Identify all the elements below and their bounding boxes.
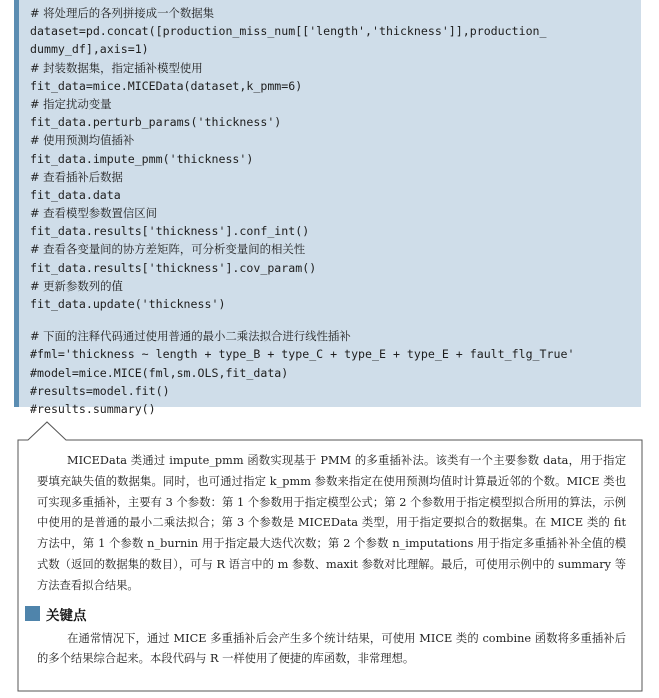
code-line: #results.summary()	[30, 401, 156, 416]
key-point-paragraph	[37, 629, 626, 671]
code-comment-line: # 下面的注释代码通过使用普通的最小二乘法拟合进行线性插补	[30, 329, 351, 344]
code-comment-line: # 指定扰动变量	[30, 96, 112, 111]
code-line: dummy_df],axis=1)	[30, 42, 149, 57]
key-point-text: 在通常情况下，通过 MICE 多重插补后会产生多个统计结果，可使用 MICE 类的 combine 函数将多重插补后的多个结果综合起来。本段代码与 R 一样使用了便捷的库函数，非常理想。	[37, 631, 626, 666]
explanation-text: MICEData 类通过 impute_pmm 函数实现基于 PMM 的多重插补法。该类有一个主要参数 data，用于指定要填充缺失值的数据集。同时，也可通过指定 k_pmm 参数来指定在使用预测均值时计算最近邻的个数。MICE 类也可实现多重插补，主要有 3 个参数：第 1 个参数用于指定模型公式；第 2 个参数用于指定模型拟合所用的算法，示例中使用的是普通的最小二乘法拟合；第 3 个参数是 MICEData 类型，用于指定要拟合的数据集。在 MICE 类的 fit 方法中，第 1 个参数 n_burnin 用于指定最大迭代次数；第 2 个参数 n_imputations 用于指定多重插补补全值的模式数（返回的数据集的数目），可与 R 语言中的 m 参数、maxit 参数对比理解。最后，可使用示例中的 summary 等方法查看拟合结果。	[37, 454, 626, 592]
code-comment-line: # 查看模型参数置信区间	[30, 206, 158, 221]
code-line: fit_data.results['thickness'].cov_param()	[30, 260, 317, 275]
code-line: dataset=pd.concat([production_miss_num[['length','thickness']],production_	[30, 24, 547, 39]
key-point-marker-icon	[25, 606, 40, 621]
code-line	[30, 313, 641, 327]
code-comment-line: # 封装数据集，指定插补模型使用	[30, 60, 203, 75]
code-line: #results=model.fit()	[30, 383, 170, 398]
key-point-title: 关键点	[46, 607, 87, 624]
code-line: fit_data.impute_pmm('thickness')	[30, 151, 254, 166]
code-comment-line: # 查看各变量间的协方差矩阵，可分析变量间的相关性	[30, 242, 306, 257]
code-comment-line: # 使用预测均值插补	[30, 133, 135, 148]
code-line: #model=mice.MICE(fml,sm.OLS,fit_data)	[30, 365, 289, 380]
code-comment-line: # 查看插补后数据	[30, 169, 123, 184]
code-line: fit_data.update('thickness')	[30, 297, 226, 311]
code-line: #fml='thickness ~ length + type_B + type_C + type_E + type_E + fault_flg_True'	[30, 347, 575, 362]
code-listing	[14, 0, 641, 416]
key-point-heading	[25, 603, 626, 625]
code-line: fit_data=mice.MICEData(dataset,k_pmm=6)	[30, 78, 303, 93]
explanation-note	[18, 439, 642, 689]
code-line: fit_data.results['thickness'].conf_int()	[30, 224, 310, 239]
code-comment-line: # 更新参数列的值	[30, 278, 123, 293]
code-line: fit_data.perturb_params('thickness')	[30, 115, 282, 130]
explanation-paragraph	[37, 451, 626, 597]
code-line: fit_data.data	[30, 187, 121, 202]
code-comment-line: # 将处理后的各列拼接成一个数据集	[30, 6, 215, 20]
